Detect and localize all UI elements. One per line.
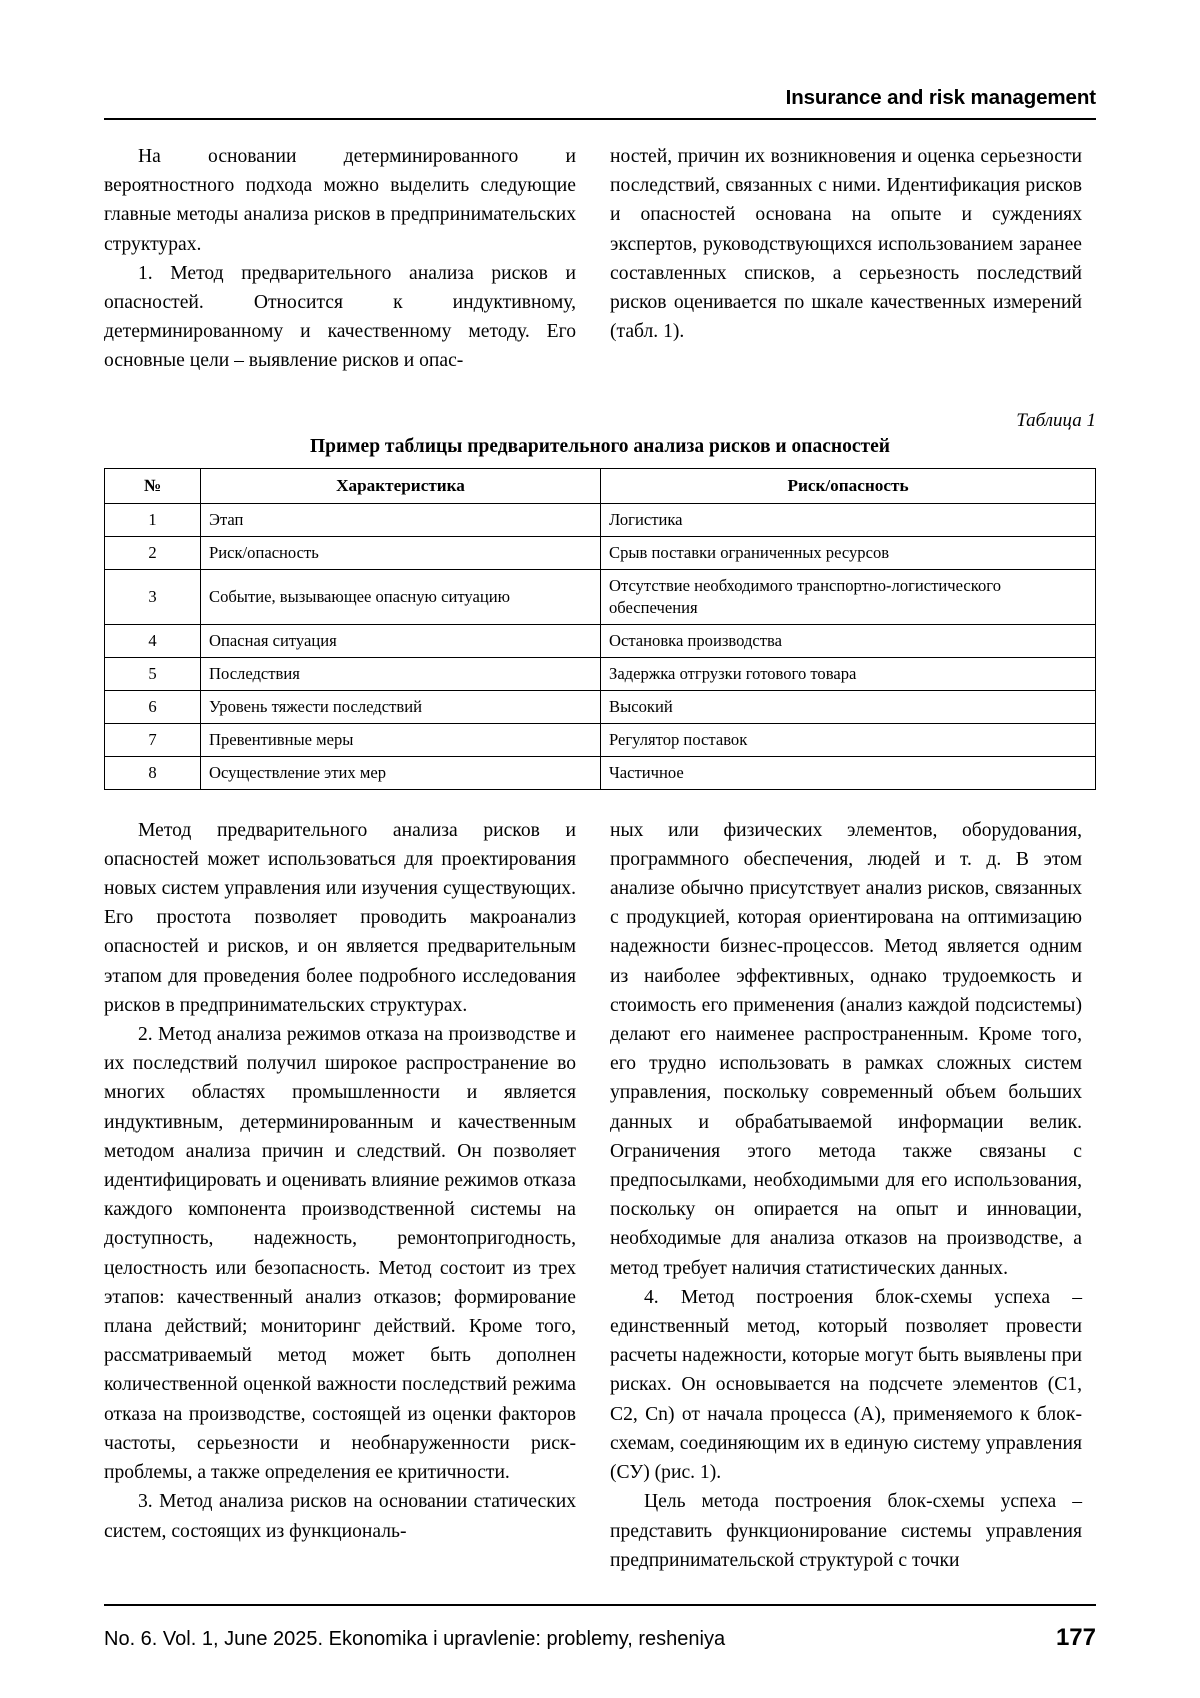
header-divider [104,118,1096,120]
cell-characteristic: Риск/опасность [201,536,601,569]
table-row [105,690,1096,723]
cell-number: 7 [105,723,201,756]
body-columns [104,816,1096,1575]
cell-risk: Срыв поставки ограниченных ресурсов [601,536,1096,569]
table-row [105,503,1096,536]
cell-number: 6 [105,690,201,723]
cell-risk: Задержка отгрузки готового товара [601,657,1096,690]
intro-columns [104,142,1096,376]
cell-characteristic: Уровень тяжести последствий [201,690,601,723]
paragraph: ностей, причин их возникновения и оценка серьезности последствий, связанных с ними. Идентификация рисков и опасностей основана на опыте и суждениях экспертов, руководствующихся использованием заранее составленных списков, а серьезность последствий рисков оценивается по шкале качественных измерений (табл. 1). [610,146,1082,343]
cell-number: 3 [105,569,201,624]
table-row [105,657,1096,690]
cell-risk: Отсутствие необходимого транспортно-логистического обеспечения [601,569,1096,624]
intro-left-column [104,142,576,376]
running-header-title: Insurance and risk management [785,86,1096,109]
body-left-column [104,816,576,1575]
cell-number: 1 [105,503,201,536]
paragraph: 2. Метод анализа режимов отказа на производстве и их последствий получил широкое распространение во многих областях промышленности и является индуктивным, детерминированным и качественным методом анализа причин и следствий. Он позволяет идентифицировать и оценивать влияние режимов отказа каждого компонента производственной системы на доступность, надежность, ремонтопригодность, целостность или безопасность. Метод состоит из трех этапов: качественный анализ отказов; формирование плана действий; мониторинг действий. Кроме того, рассматриваемый метод может быть дополнен количественной оценкой важности последствий режима отказа на производстве, состоящей из оценки факторов частоты, серьезности и необнаруженности риск-проблемы, а также определения ее критичности. [104,1024,576,1484]
table-row [105,723,1096,756]
cell-risk: Логистика [601,503,1096,536]
footer-divider [104,1604,1096,1606]
column-header-characteristic: Характеристика [201,468,601,503]
intro-right-column [610,142,1082,376]
paragraph: 1. Метод предварительного анализа рисков и опасностей. Относится к индуктивному, детерминированному и качественному методу. Его основные цели – выявление рисков и опас- [104,262,576,372]
column-header-risk: Риск/опасность [601,468,1096,503]
cell-characteristic: Последствия [201,657,601,690]
table-row [105,624,1096,657]
paragraph: На основании детерминированного и вероятностного подхода можно выделить следующие главные методы анализа рисков в предпринимательских структурах. [104,146,576,255]
cell-risk: Остановка производства [601,624,1096,657]
cell-characteristic: Опасная ситуация [201,624,601,657]
paragraph: 4. Метод построения блок-схемы успеха – единственный метод, который позволяет провести расчеты надежности, которые могут быть выявлены при рисках. Он основывается на подсчете элементов (С1, С2, Сn) от начала процесса (А), применяемого к блок-схемам, соединяющим их в единую систему управления (СУ) (рис. 1). [610,1286,1082,1484]
cell-number: 8 [105,756,201,789]
body-right-column [610,816,1082,1575]
cell-characteristic: Этап [201,503,601,536]
cell-number: 4 [105,624,201,657]
cell-risk: Высокий [601,690,1096,723]
risk-analysis-table [104,468,1096,790]
paragraph: Цель метода построения блок-схемы успеха – представить функционирование системы управления предпринимательской структурой с точки [610,1491,1082,1571]
footer-citation: No. 6. Vol. 1, June 2025. Ekonomika i upravlenie: problemy, resheniya [104,1628,726,1650]
paragraph: 3. Метод анализа рисков на основании статических систем, состоящих из функциональ- [104,1491,576,1542]
paragraph: ных или физических элементов, оборудования, программного обеспечения, людей и т. д. В этом анализе обычно присутствует анализ рисков, связанных с продукцией, которая ориентирована на оптимизацию надежности бизнес-процессов. Метод является одним из наиболее эффективных, однако трудоемкость и стоимость его применения (анализ каждой подсистемы) делают его наименее распространенным. Кроме того, его трудно использовать в рамках сложных систем управления, поскольку современный объем больших данных и обрабатываемой информации велик. Ограничения этого метода также связаны с предпосылками, необходимыми для его использования, поскольку он опирается на опыт и инновации, необходимые для анализа отказов на производстве, а метод требует наличия статистических данных. [610,819,1082,1279]
page-number: 177 [1055,1624,1096,1651]
page-footer [104,1624,1096,1652]
cell-number: 2 [105,536,201,569]
table-number-label: Таблица 1 [1016,409,1096,431]
table-row [105,536,1096,569]
cell-characteristic: Превентивные меры [201,723,601,756]
table-row [105,569,1096,624]
table-row [105,756,1096,789]
paragraph: Метод предварительного анализа рисков и опасностей может использоваться для проектирования новых систем управления или изучения существующих. Его простота позволяет проводить макроанализ опасностей и рисков, и он является предварительным этапом для проведения более подробного исследования рисков в предпринимательских структурах. [104,819,576,1016]
cell-characteristic: Осуществление этих мер [201,756,601,789]
table-header-row [105,468,1096,503]
column-header-number: № [105,468,201,503]
table-title: Пример таблицы предварительного анализа рисков и опасностей [310,435,890,457]
cell-risk: Частичное [601,756,1096,789]
running-header [104,86,1096,118]
cell-risk: Регулятор поставок [601,723,1096,756]
cell-characteristic: Событие, вызывающее опасную ситуацию [201,569,601,624]
cell-number: 5 [105,657,201,690]
